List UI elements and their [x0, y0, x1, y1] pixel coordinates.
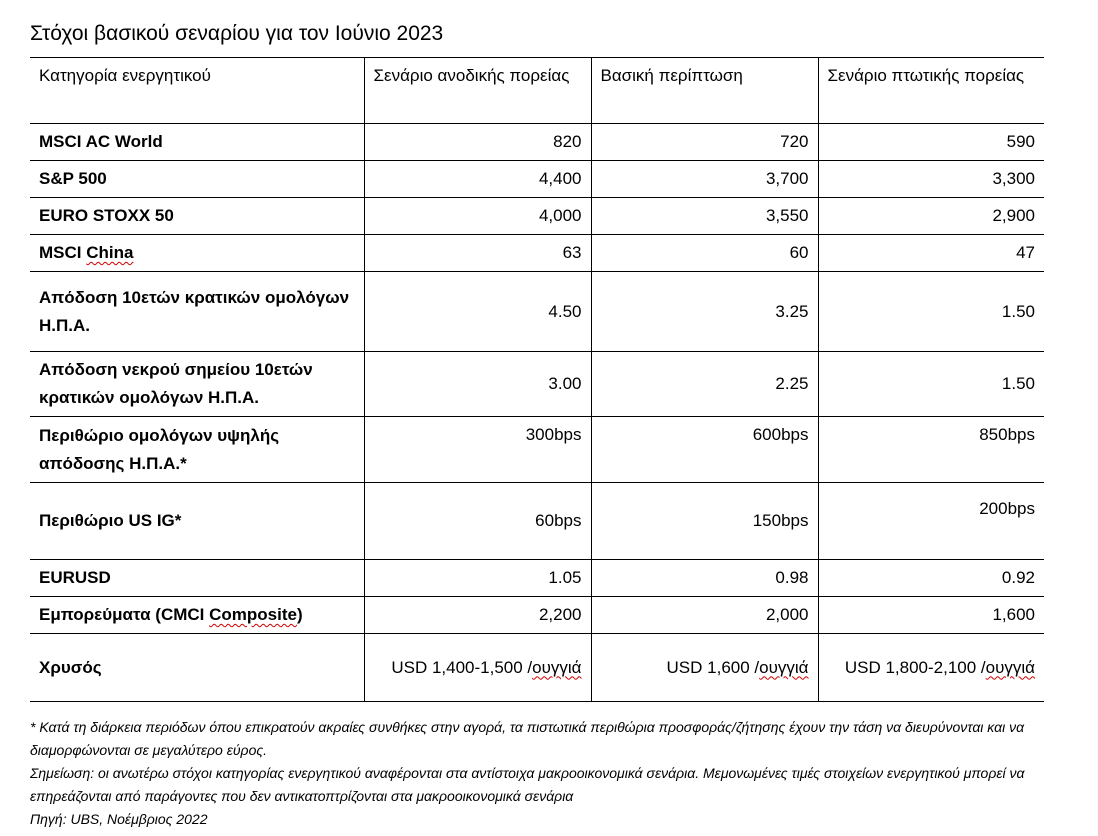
- table-row: [30, 417, 1044, 483]
- base-value: 600bps: [591, 417, 818, 483]
- bull-value: 1.05: [364, 560, 591, 597]
- bear-value: 1,600: [818, 597, 1044, 634]
- table-row: [30, 597, 1044, 634]
- bear-value: 1.50: [818, 272, 1044, 352]
- bull-value: 820: [364, 124, 591, 161]
- base-value: 2.25: [591, 352, 818, 417]
- table-header-row: [30, 58, 1044, 124]
- table-row: [30, 124, 1044, 161]
- row-category: EURUSD: [30, 560, 364, 597]
- page-title: Στόχοι βασικού σεναρίου για τον Ιούνιο 2023: [30, 22, 444, 45]
- base-value: 2,000: [591, 597, 818, 634]
- base-value: 720: [591, 124, 818, 161]
- bear-value: 590: [818, 124, 1044, 161]
- row-category: Περιθώριο US IG*: [30, 483, 364, 560]
- bull-value: 300bps: [364, 417, 591, 483]
- bear-value: 3,300: [818, 161, 1044, 198]
- bear-value: 850bps: [818, 417, 1044, 483]
- bull-value: 60bps: [364, 483, 591, 560]
- table-row: [30, 198, 1044, 235]
- table-row: [30, 235, 1044, 272]
- header-base-case: Βασική περίπτωση: [591, 58, 818, 124]
- bear-value: 47: [818, 235, 1044, 272]
- header-bull-case: Σενάριο ανοδικής πορείας: [364, 58, 591, 124]
- row-category: Περιθώριο ομολόγων υψηλής απόδοσης Η.Π.Α.*: [30, 417, 364, 483]
- footnote-spreads: * Κατά τη διάρκεια περιόδων όπου επικρατούν ακραίες συνθήκες στην αγορά, τα πιστωτικά περιθώρια προσφοράς/ζήτησης έχουν την τάση να διευρύνονται και να διαμορφώνονται σε μεγαλύτερο εύρος.: [30, 719, 1025, 758]
- table-row: [30, 161, 1044, 198]
- header-bear-case: Σενάριο πτωτικής πορείας: [818, 58, 1044, 124]
- footnote-source: Πηγή: UBS, Νοέμβριος 2022: [30, 811, 208, 827]
- base-value: USD 1,600 /ουγγιά: [591, 634, 818, 702]
- base-value: 60: [591, 235, 818, 272]
- bull-value: 4,000: [364, 198, 591, 235]
- footnote-disclaimer: Σημείωση: οι ανωτέρω στόχοι κατηγορίας ενεργητικού αναφέρονται στα αντίστοιχα μακροοικονομικά σενάρια. Μεμονωμένες τιμές στοιχείων ενεργητικού μπορεί να επηρεάζονται από παράγοντες που δεν αντικατοπτρίζονται στα μακροοικονομικά σενάρια: [30, 765, 1025, 804]
- bull-value: 2,200: [364, 597, 591, 634]
- base-value: 0.98: [591, 560, 818, 597]
- asset-targets-table: [30, 57, 1044, 702]
- row-category: EURO STOXX 50: [30, 198, 364, 235]
- footnotes: [30, 716, 1060, 831]
- table-row: [30, 560, 1044, 597]
- bull-value: 4.50: [364, 272, 591, 352]
- base-value: 3.25: [591, 272, 818, 352]
- row-category: S&P 500: [30, 161, 364, 198]
- bear-value: 1.50: [818, 352, 1044, 417]
- row-category: Χρυσός: [30, 634, 364, 702]
- row-category: Εμπορεύματα (CMCI Composite): [30, 597, 364, 634]
- table-row: [30, 483, 1044, 560]
- row-category: MSCI China: [30, 235, 364, 272]
- bull-value: 3.00: [364, 352, 591, 417]
- table-row: [30, 634, 1044, 702]
- bull-value: 63: [364, 235, 591, 272]
- base-value: 3,700: [591, 161, 818, 198]
- bear-value: 0.92: [818, 560, 1044, 597]
- bear-value: 200bps: [818, 483, 1044, 560]
- bear-value: USD 1,800-2,100 /ουγγιά: [818, 634, 1044, 702]
- bull-value: USD 1,400-1,500 /ουγγιά: [364, 634, 591, 702]
- table-row: [30, 352, 1044, 417]
- row-category: Απόδοση 10ετών κρατικών ομολόγων Η.Π.Α.: [30, 272, 364, 352]
- base-value: 150bps: [591, 483, 818, 560]
- bull-value: 4,400: [364, 161, 591, 198]
- header-asset-class: Κατηγορία ενεργητικού: [30, 58, 364, 124]
- row-category: MSCI AC World: [30, 124, 364, 161]
- bear-value: 2,900: [818, 198, 1044, 235]
- base-value: 3,550: [591, 198, 818, 235]
- table-row: [30, 272, 1044, 352]
- row-category: Απόδοση νεκρού σημείου 10ετών κρατικών ομολόγων Η.Π.Α.: [30, 352, 364, 417]
